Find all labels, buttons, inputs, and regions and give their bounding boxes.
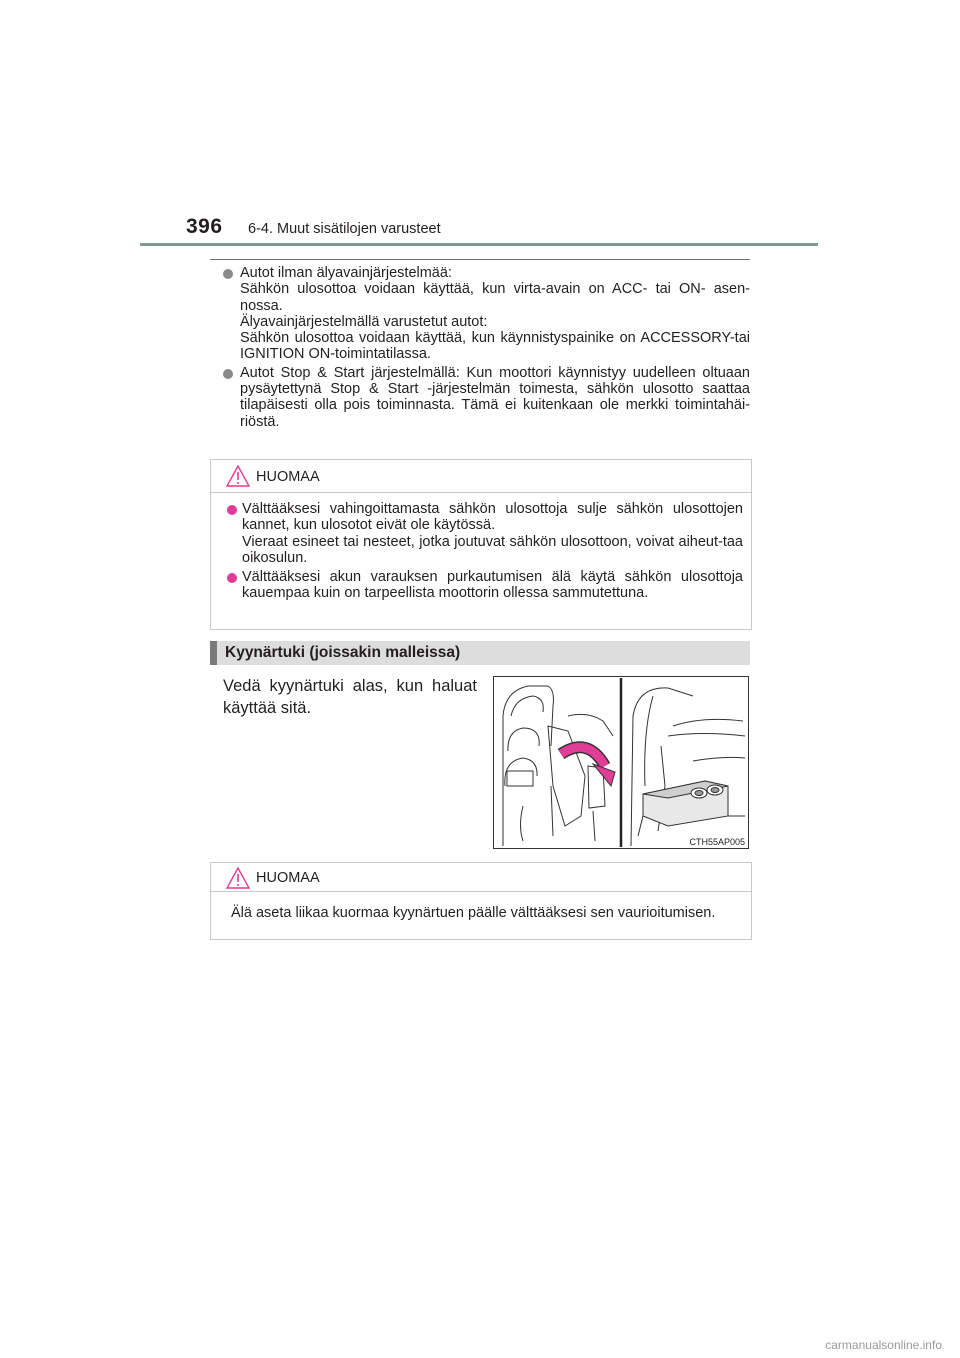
notice-text: Älä aseta liikaa kuormaa kyynärtuen päälle välttääksesi sen vaurioitumisen.	[231, 905, 716, 921]
section-heading: Kyynärtuki (joissakin malleissa)	[225, 644, 461, 661]
notice-line: Välttääksesi vahingoittamasta sähkön ulosottoja sulje sähkön ulosottojen kannet, kun ulosotot eivät ole käytössä.	[242, 501, 743, 534]
divider	[210, 259, 750, 260]
bullet-line: Sähkön ulosottoa voidaan käyttää, kun virta-avain on ACC- tai ON- asen-nossa.	[240, 281, 750, 314]
bullet-line: Autot Stop & Start järjestelmällä: Kun moottori käynnistyy uudelleen oltuaan pysäytettynä Stop & Start -järjestelmän toimesta, sähkön ulosotto saattaa tilapäisesti olla pois toiminnasta. Tämä ei kuitenkaan ole merkki toimintahäi-riöstä.	[240, 364, 750, 430]
armrest-illustration	[493, 676, 749, 849]
notice-item	[227, 569, 743, 602]
section-title: 6-4. Muut sisätilojen varusteet	[248, 221, 441, 237]
notice-body	[211, 493, 751, 602]
warning-triangle-icon	[226, 867, 250, 889]
notice-bullet-icon	[227, 573, 237, 583]
notice-box	[210, 862, 752, 940]
notice-box	[210, 459, 752, 630]
bullet-dot-icon	[223, 369, 233, 379]
footer-watermark: carmanualsonline.info	[825, 1338, 942, 1352]
heading-accent	[210, 641, 217, 665]
section-body-text: Vedä kyynärtuki alas, kun haluat käyttää sitä.	[223, 677, 477, 717]
notice-title: HUOMAA	[256, 870, 320, 886]
notice-line: Välttääksesi akun varauksen purkautumisen älä käytä sähkön ulosottoja kauempaa kuin on tarpeellista moottorin ollessa sammutettuna.	[242, 569, 743, 602]
notice-bullet-icon	[227, 505, 237, 515]
bullet-item	[223, 365, 750, 430]
page-number: 396	[186, 215, 223, 238]
warning-triangle-icon	[226, 465, 250, 487]
bullet-dot-icon	[223, 269, 233, 279]
bullet-item	[223, 265, 750, 363]
bullet-line: Älyavainjärjestelmällä varustetut autot:	[240, 313, 488, 330]
notice-body	[211, 892, 751, 921]
figure-code: CTH55AP005	[689, 837, 745, 847]
section-heading-bar	[210, 641, 750, 665]
armrest-drawing	[493, 676, 749, 849]
notice-header	[211, 863, 751, 892]
header-rule	[140, 243, 818, 246]
bullet-line: Autot ilman älyavainjärjestelmää:	[240, 265, 452, 281]
info-bullets	[223, 265, 750, 432]
notice-title: HUOMAA	[256, 469, 320, 485]
notice-item	[227, 501, 743, 566]
notice-line: Vieraat esineet tai nesteet, jotka joutuvat sähkön ulosottoon, voivat aiheut-taa oikosulun.	[242, 533, 743, 566]
notice-header	[211, 460, 751, 493]
bullet-line: Sähkön ulosottoa voidaan käyttää, kun käynnistyspainike on ACCESSORY-tai IGNITION ON-toimintatilassa.	[240, 330, 750, 363]
